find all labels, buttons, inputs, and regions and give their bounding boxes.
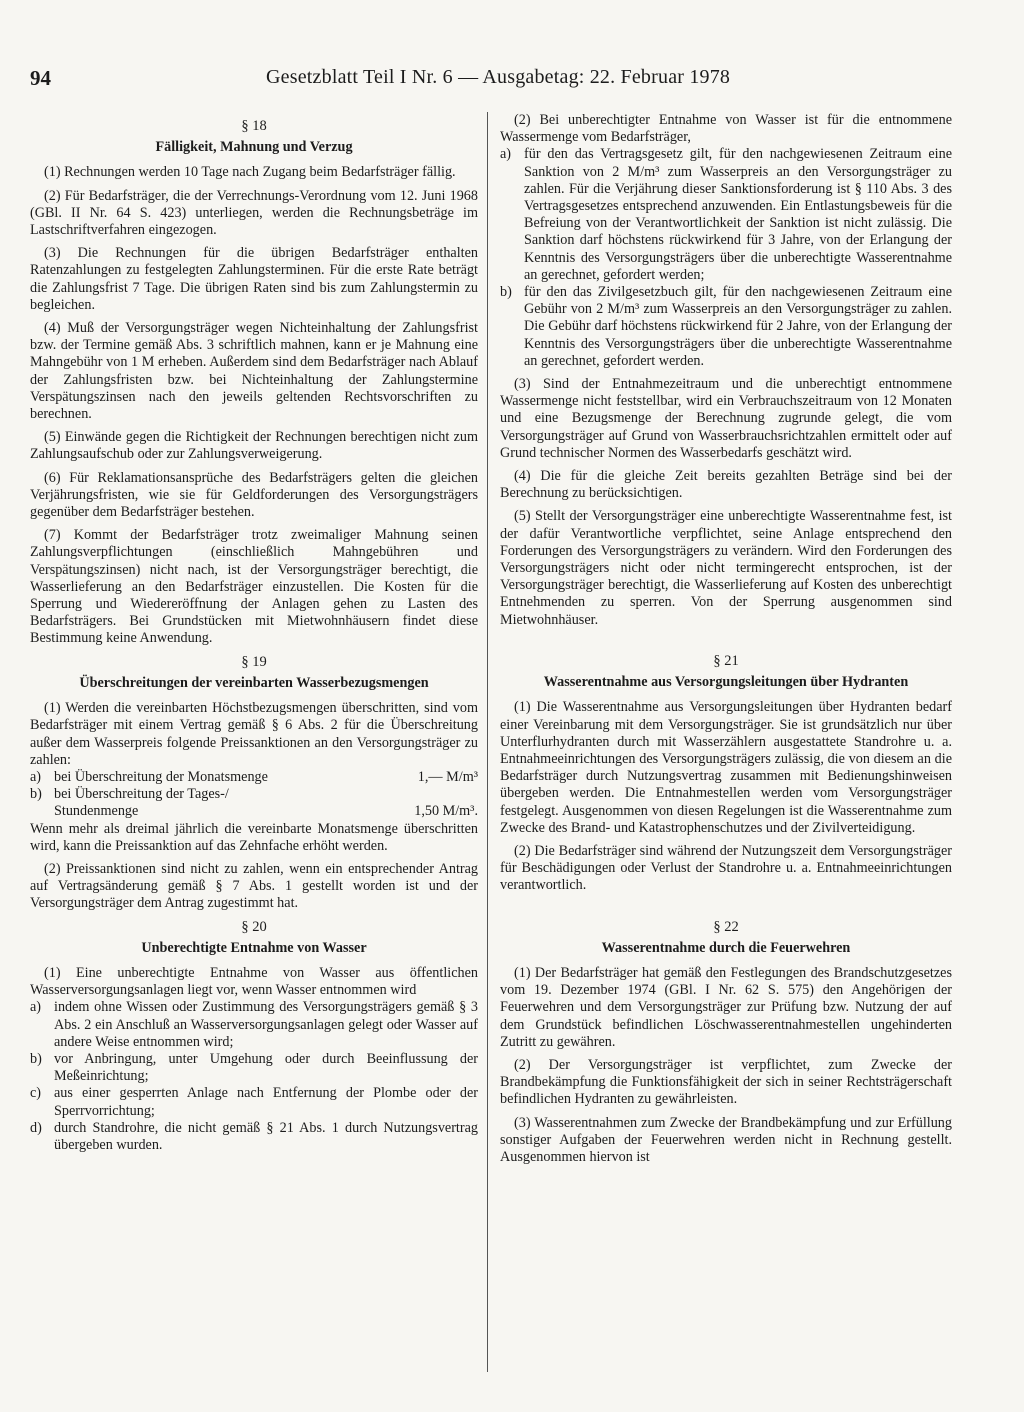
- section-18-number: § 18: [241, 118, 267, 134]
- section-22-title: Wasserentnahme durch die Feuerwehren: [601, 939, 851, 956]
- s20-paragraph-2-item-b: [500, 284, 952, 370]
- s20-p2-item-a-label: a): [500, 146, 512, 163]
- left-column: [30, 112, 478, 1154]
- section-22-number: § 22: [713, 918, 739, 935]
- s18-paragraph-4: (4) Muß der Versorgungsträger wegen Nichteinhaltung der Zahlungsfrist bzw. der Termine gemäß Abs. 3 schriftlich mahnen, kann er je Mahnung eine Mahngebühr von 1 M erheben. Außerdem sind dem Bedarfsträger nach Ablauf der Zahlungsfristen bzw. bei Nichteinhaltung der Zahlungstermine Verspätungszinsen nach den jeweils geltenden Rechtsvorschriften zu berechnen.: [30, 320, 478, 423]
- s20-item-c-label: c): [30, 1085, 42, 1102]
- section-18-title: Fälligkeit, Mahnung und Verzug: [155, 139, 353, 156]
- s22-paragraph-2: (2) Der Versorgungsträger ist verpflichtet, zum Zwecke der Brandbekämpfung die Funktionsfähigkeit der sich in seiner Rechtsträgerschaft befindlichen Hydranten zu gewährleisten.: [500, 1056, 952, 1108]
- s20-p2-item-a-text: für den das Vertragsgesetz gilt, für den nachgewiesenen Zeitraum eine Sanktion von 2 M/m³ zum Wasserpreis an den Versorgungsträger zu zahlen. Für die Verjährung dieser Sanktionsforderung ist § 110 Abs. 3 des Vertragsgesetzes entsprechend anzuwenden. Ein Entlastungsbeweis für die Befreiung von der Verantwortlichkeit der Sanktion ist nicht zulässig. Die Sanktion darf höchstens rückwirkend für 3 Jahre, von der Erlangung der Kenntnis des Versorgungsträgers über die unberechtigte Wasserentnahme an gerechnet, gefordert werden;: [524, 146, 952, 283]
- s20-item-d: [30, 1120, 478, 1154]
- s19-item-b-line2: [30, 803, 478, 820]
- section-20-number: § 20: [241, 918, 267, 935]
- s20-paragraph-2-item-a: [500, 146, 952, 284]
- section-20-title: Unberechtigte Entnahme von Wasser: [141, 939, 367, 956]
- s19-item-b-value: 1,50 M/m³.: [414, 803, 478, 820]
- s19-item-b: [30, 786, 478, 803]
- s20-paragraph-2: (2) Bei unberechtigter Entnahme von Wasser ist für die entnommene Wassermenge vom Bedarfsträger,: [500, 112, 952, 146]
- section-21-title: Wasserentnahme aus Versorgungsleitungen über Hydranten: [543, 674, 909, 691]
- s20-item-d-label: d): [30, 1119, 42, 1136]
- s19-paragraph-1-cont: Wenn mehr als dreimal jährlich die vereinbarte Monatsmenge überschritten wird, kann die Preissanktion auf das Zehnfache erhöht werden.: [30, 820, 478, 854]
- s18-paragraph-2: (2) Für Bedarfsträger, die der Verrechnungs-Verordnung vom 12. Juni 1968 (GBl. II Nr. 64 S. 423) unterliegen, werden die Rechnungsbeträge im Lastschriftverfahren eingezogen.: [30, 187, 478, 239]
- right-column: [500, 112, 952, 1172]
- s20-item-a-label: a): [30, 999, 42, 1016]
- page-header: [30, 66, 952, 94]
- spacer: [500, 901, 952, 913]
- s19-item-b-label: b): [30, 786, 42, 803]
- section-21-number: § 21: [713, 652, 739, 669]
- s22-paragraph-1: (1) Der Bedarfsträger hat gemäß den Festlegungen des Brandschutzgesetzes vom 19. Dezember 1974 (GBl. I Nr. 62 S. 575) den Angehörigen der Feuerwehren und dem Versorgungsträger zur Prüfung bzw. Nutzung der auf dem Grundstück befindlichen Löschwasserentnahmestellen ungehinderten Zutritt zu gewähren.: [500, 964, 952, 1050]
- gazette-title: Gesetzblatt Teil I Nr. 6 — Ausgabetag: 22. Februar 1978: [266, 66, 731, 88]
- s18-paragraph-7: (7) Kommt der Bedarfsträger trotz zweimaliger Mahnung seinen Zahlungsverpflichtungen (einschließlich Mahngebühren und Verspätungszinsen) nicht nach, ist der Versorgungsträger berechtigt, die Wasserlieferung an den Bedarfsträger einzustellen. Die Kosten für die Sperrung und Wiedereröffnung der Anlagen gehen zu Lasten des Bedarfsträgers. Bei Grundstücken mit Mietwohnhäusern findet diese Bestimmung keine Anwendung.: [30, 527, 478, 647]
- page-number: 94: [30, 66, 51, 90]
- s19-item-a-label: a): [30, 768, 42, 785]
- s20-item-a-text: indem ohne Wissen oder Zustimmung des Versorgungsträgers gemäß § 3 Abs. 2 ein Anschluß an Wasserversorgungsanlagen gelegt oder Wasser auf andere Weise entnommen wird;: [54, 999, 478, 1050]
- s20-p2-item-b-label: b): [500, 284, 512, 301]
- s20-item-c: [30, 1085, 478, 1119]
- column-divider: [487, 112, 488, 1372]
- s19-item-b-text2: Stundenmenge: [54, 803, 139, 820]
- s19-item-a-value: 1,— M/m³: [417, 768, 478, 785]
- s19-item-a: [30, 769, 478, 786]
- s19-item-b-text: bei Überschreitung der Tages-/: [54, 786, 229, 803]
- s20-item-d-text: durch Standrohre, die nicht gemäß § 21 Abs. 1 durch Nutzungsvertrag übergeben wurden.: [54, 1119, 478, 1153]
- s20-paragraph-5: (5) Stellt der Versorgungsträger eine unberechtigte Wasserentnahme fest, ist der dafür Verantwortliche verpflichtet, seine Anlage entsprechend den Forderungen des Versorgungsträgers zu verändern. Wird den Forderungen des Versorgungsträgers nicht oder nicht termingerecht entsprochen, ist der Versorgungsträger berechtigt, die Wasserlieferung auf Kosten des unberechtigt Entnehmenden zu sperren. Von der Sperrung ausgenommen sind Mietwohnhäuser.: [500, 508, 952, 628]
- s20-item-a: [30, 999, 478, 1051]
- s22-paragraph-3: (3) Wasserentnahmen zum Zwecke der Brandbekämpfung und zur Erfüllung sonstiger Aufgaben der Feuerwehren werden nicht in Rechnung gestellt. Ausgenommen hiervon ist: [500, 1114, 952, 1165]
- s18-paragraph-1: (1) Rechnungen werden 10 Tage nach Zugang beim Bedarfsträger fällig.: [44, 164, 456, 181]
- s20-paragraph-4: (4) Die für die gleiche Zeit bereits gezahlten Beträge sind bei der Berechnung zu berücksichtigen.: [500, 468, 952, 502]
- s18-paragraph-6: (6) Für Reklamationsansprüche des Bedarfsträgers gelten die gleichen Verjährungsfristen, wie sie für Geldforderungen des Versorgungsträgers gegenüber dem Bedarfsträger bestehen.: [30, 469, 478, 521]
- s21-paragraph-1: (1) Die Wasserentnahme aus Versorgungsleitungen über Hydranten bedarf einer Vereinbarung mit dem Versorgungsträger. Sie ist grundsätzlich nur über Unterflurhydranten durch mit Wasserzählern ausgestattete Standrohre u. a. Entnahmeeinrichtungen des Versorgungsträgers zulässig, die von diesem an die Bedarfsträger durch Nutzungsvertrag zusammen mit Bedienungshinweisen übergeben werden. Die Entnahmestellen werden vom Versorgungsträger festgelegt. Ausgenommen von diesen Regelungen ist die Wasserentnahme zum Zwecke des Brand- und Katastrophenschutzes und der Zivilverteidigung.: [500, 699, 952, 836]
- s20-item-b-label: b): [30, 1050, 42, 1067]
- s19-paragraph-2: (2) Preissanktionen sind nicht zu zahlen, wenn ein entsprechender Antrag auf Vertragsänderung gemäß § 7 Abs. 1 gestellt worden ist und der Versorgungsträger dem Antrag zugestimmt hat.: [30, 860, 478, 912]
- s20-item-b-text: vor Anbringung, unter Umgehung oder durch Beeinflussung der Meßeinrichtung;: [54, 1050, 478, 1085]
- s18-paragraph-3: (3) Die Rechnungen für die übrigen Bedarfsträger enthalten Ratenzahlungen zu festgelegten Zahlungsterminen. Für die erste Rate beträgt die Zahlungsfrist 7 Tage. Die übrigen Raten sind bis zum Zahlungstermin zu begleichen.: [30, 245, 478, 313]
- s20-p2-item-b-text: für den das Zivilgesetzbuch gilt, für den nachgewiesenen Zeitraum eine Gebühr von 2 M/m³ zum Wasserpreis an den Versorgungsträger zu zahlen. Die Gebühr darf höchstens rückwirkend für 2 Jahre, von der Erlangung der Kenntnis des Versorgungsträgers über die unberechtigte Wasserentnahme an gerechnet, gefordert werden.: [524, 284, 952, 369]
- s19-paragraph-1: (1) Werden die vereinbarten Höchstbezugsmengen überschritten, sind vom Bedarfsträger mit einem Vertrag gemäß § 6 Abs. 2 für die Überschreitung außer dem Wasserpreis folgende Preissanktionen an den Versorgungsträger zu zahlen:: [30, 700, 478, 768]
- s20-paragraph-1: (1) Eine unberechtigte Entnahme von Wasser aus öffentlichen Wasserversorgungsanlagen liegt vor, wenn Wasser entnommen wird: [30, 964, 478, 999]
- s20-paragraph-3: (3) Sind der Entnahmezeitraum und die unberechtigt entnommene Wassermenge nicht feststellbar, wird ein Verbrauchszeitraum von 12 Monaten und eine Bezugsmenge der Berechnung zugrunde gelegt, die vom Versorgungsträger auf Grund von Wasserbrauchsrichtzahlen ermittelt oder auf Grund technischer Normen des Wasserbedarfs geschätzt wird.: [500, 376, 952, 461]
- s18-paragraph-5: (5) Einwände gegen die Richtigkeit der Rechnungen berechtigen nicht zum Zahlungsaufschub oder zur Zahlungsverweigerung.: [30, 429, 478, 463]
- section-19-title: Überschreitungen der vereinbarten Wasserbezugsmengen: [79, 674, 429, 691]
- section-19-number: § 19: [241, 653, 267, 670]
- s21-paragraph-2: (2) Die Bedarfsträger sind während der Nutzungszeit dem Versorgungsträger für Beschädigungen oder Verlust der Standrohre u. a. Entnahmeeinrichtungen verantwortlich.: [500, 842, 952, 894]
- spacer: [500, 635, 952, 647]
- s20-item-c-text: aus einer gesperrten Anlage nach Entfernung der Plombe oder der Sperrvorrichtung;: [54, 1085, 478, 1119]
- s19-item-a-text: bei Überschreitung der Monatsmenge: [54, 768, 268, 785]
- s20-item-b: [30, 1051, 478, 1085]
